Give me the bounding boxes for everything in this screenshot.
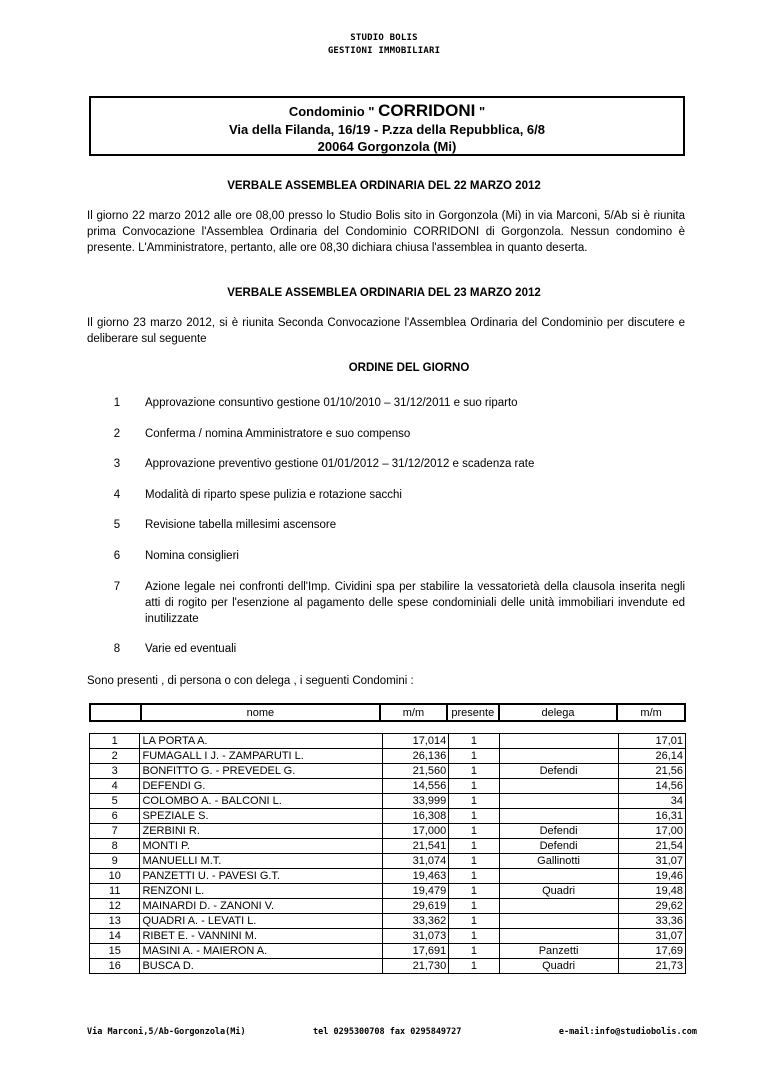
header-delegate: delega: [499, 704, 617, 721]
row-delegate: Panzetti: [499, 944, 618, 959]
row-name: BONFITTO G. - PREVEDEL G.: [140, 764, 382, 779]
row-index: 15: [90, 944, 140, 959]
agenda-item-number: 8: [113, 643, 121, 655]
row-mm: 26,136: [382, 749, 449, 764]
table-row: [90, 959, 686, 974]
table-row: [90, 929, 686, 944]
row-name: MANUELLI M.T.: [140, 854, 382, 869]
row-index: 9: [90, 854, 140, 869]
condominium-title: [91, 102, 683, 121]
agenda-item-number: 5: [113, 519, 121, 531]
table-row: [90, 764, 686, 779]
attendance-header-table: [89, 703, 686, 722]
row-present: 1: [449, 749, 499, 764]
condominium-prefix: Condominio ": [288, 104, 375, 119]
row-index: 5: [90, 794, 140, 809]
first-meeting-title: VERBALE ASSEMBLEA ORDINARIA DEL 22 MARZO 2012: [227, 180, 541, 192]
row-name: DEFENDI G.: [140, 779, 382, 794]
agenda-title-text: ORDINE DEL GIORNO: [348, 362, 470, 374]
table-row: [90, 884, 686, 899]
row-delegate: [499, 869, 618, 884]
row-mm-rounded: 31,07: [618, 854, 685, 869]
row-name: BUSCA D.: [140, 959, 382, 974]
row-present: 1: [449, 764, 499, 779]
condominium-city: 20064 Gorgonzola (Mi): [317, 139, 457, 154]
second-meeting-title: VERBALE ASSEMBLEA ORDINARIA DEL 23 MARZO 2012: [227, 287, 541, 299]
row-mm-rounded: 34: [618, 794, 685, 809]
row-delegate: [499, 809, 618, 824]
row-delegate: Quadri: [499, 959, 618, 974]
condominium-address: Via della Filanda, 16/19 - P.zza della Repubblica, 6/8: [229, 122, 545, 137]
header-name: nome: [141, 704, 381, 721]
row-mm-rounded: 17,00: [618, 824, 685, 839]
footer-email: e-mail:info@studiobolis.com: [558, 1027, 697, 1037]
row-mm-rounded: 21,56: [618, 764, 685, 779]
condominium-suffix: ": [478, 104, 486, 119]
row-index: 3: [90, 764, 140, 779]
row-index: 2: [90, 749, 140, 764]
second-meeting-text: Il giorno 23 marzo 2012, si è riunita Seconda Convocazione l'Assemblea Ordinaria del Condominio per discutere e deliberare sul seguente: [87, 317, 685, 345]
letterhead: [0, 32, 768, 58]
header-index: [90, 704, 141, 721]
row-mm: 19,463: [382, 869, 449, 884]
row-index: 4: [90, 779, 140, 794]
agenda-item-text: Nomina consiglieri: [145, 550, 239, 562]
row-delegate: Quadri: [499, 884, 618, 899]
row-mm: 33,999: [382, 794, 449, 809]
table-row: [90, 869, 686, 884]
attendance-intro: Sono presenti , di persona o con delega , i seguenti Condomini :: [87, 675, 414, 687]
first-meeting-text: Il giorno 22 marzo 2012 alle ore 08,00 presso lo Studio Bolis sito in Gorgonzola (Mi) in via Marconi, 5/Ab si è riunita prima Convocazione l'Assemblea Ordinaria del Condominio CORRIDONI di Gorgonzola. Nessun condomino è presente. L'Amministratore, pertanto, alle ore 08,30 dichiara chiusa l'assemblea in quanto deserta.: [87, 210, 685, 254]
attendance-table: [89, 733, 686, 974]
row-mm: 16,308: [382, 809, 449, 824]
row-name: MASINI A. - MAIERON A.: [140, 944, 382, 959]
row-index: 7: [90, 824, 140, 839]
table-row: [90, 734, 686, 749]
row-mm: 14,556: [382, 779, 449, 794]
header-mm-rounded: m/m: [617, 704, 685, 721]
row-present: 1: [449, 884, 499, 899]
row-name: QUADRI A. - LEVATI L.: [140, 914, 382, 929]
agenda-item-text: Varie ed eventuali: [145, 643, 237, 655]
row-delegate: [499, 749, 618, 764]
header-mm: m/m: [380, 704, 447, 721]
agenda-item-number: 3: [113, 458, 121, 470]
studio-name: STUDIO BOLIS: [350, 33, 418, 43]
row-delegate: [499, 914, 618, 929]
row-name: MONTI P.: [140, 839, 382, 854]
row-present: 1: [449, 824, 499, 839]
row-mm: 21,730: [382, 959, 449, 974]
row-mm: 31,073: [382, 929, 449, 944]
row-present: 1: [449, 959, 499, 974]
row-mm-rounded: 21,54: [618, 839, 685, 854]
table-row: [90, 839, 686, 854]
row-mm-rounded: 31,07: [618, 929, 685, 944]
row-present: 1: [449, 779, 499, 794]
row-index: 12: [90, 899, 140, 914]
row-name: RENZONI L.: [140, 884, 382, 899]
row-present: 1: [449, 794, 499, 809]
row-name: COLOMBO A. - BALCONI L.: [140, 794, 382, 809]
row-name: FUMAGALL I J. - ZAMPARUTI L.: [140, 749, 382, 764]
agenda-item-number: 6: [113, 550, 121, 562]
agenda-item-text: Revisione tabella millesimi ascensore: [145, 519, 337, 531]
agenda-item-number: 2: [113, 428, 121, 440]
row-name: MAINARDI D. - ZANONI V.: [140, 899, 382, 914]
table-row: [90, 809, 686, 824]
row-present: 1: [449, 839, 499, 854]
condominium-box: [89, 96, 685, 156]
row-delegate: Defendi: [499, 824, 618, 839]
agenda-item-number: 1: [113, 397, 121, 409]
row-mm: 29,619: [382, 899, 449, 914]
header-present: presente: [447, 704, 499, 721]
row-mm: 17,691: [382, 944, 449, 959]
footer-phone: tel 0295300708 fax 0295849727: [313, 1027, 462, 1037]
row-index: 13: [90, 914, 140, 929]
row-index: 11: [90, 884, 140, 899]
condominium-name: CORRIDONI: [378, 101, 476, 120]
row-name: LA PORTA A.: [140, 734, 382, 749]
row-mm-rounded: 26,14: [618, 749, 685, 764]
agenda-item-number: 7: [113, 581, 121, 593]
row-index: 16: [90, 959, 140, 974]
row-index: 8: [90, 839, 140, 854]
agenda-item-number: 4: [113, 489, 121, 501]
row-mm: 21,541: [382, 839, 449, 854]
row-present: 1: [449, 914, 499, 929]
row-mm-rounded: 21,73: [618, 959, 685, 974]
row-present: 1: [449, 809, 499, 824]
row-name: SPEZIALE S.: [140, 809, 382, 824]
table-row: [90, 779, 686, 794]
agenda-item-text: Approvazione consuntivo gestione 01/10/2010 – 31/12/2011 e suo riparto: [145, 397, 518, 409]
row-mm-rounded: 19,46: [618, 869, 685, 884]
row-mm-rounded: 33,36: [618, 914, 685, 929]
table-row: [90, 944, 686, 959]
row-present: 1: [449, 869, 499, 884]
studio-subtitle: GESTIONI IMMOBILIARI: [327, 46, 441, 56]
row-name: PANZETTI U. - PAVESI G.T.: [140, 869, 382, 884]
row-mm-rounded: 14,56: [618, 779, 685, 794]
row-delegate: [499, 929, 618, 944]
row-delegate: [499, 734, 618, 749]
row-name: ZERBINI R.: [140, 824, 382, 839]
table-row: [90, 899, 686, 914]
row-present: 1: [449, 899, 499, 914]
table-row: [90, 794, 686, 809]
agenda-item-text: Azione legale nei confronti dell'Imp. Cividini spa per stabilire la vessatorietà della clausola inserita negli atti di rogito per l'esenzione al pagamento delle spese condominiali delle unità immobiliari invendute ed inutilizzate: [145, 581, 685, 625]
attendance-header-row: [90, 704, 685, 721]
row-delegate: [499, 899, 618, 914]
row-index: 6: [90, 809, 140, 824]
row-index: 10: [90, 869, 140, 884]
row-present: 1: [449, 854, 499, 869]
row-mm-rounded: 29,62: [618, 899, 685, 914]
row-delegate: Defendi: [499, 764, 618, 779]
agenda-title: [0, 362, 768, 374]
row-mm: 31,074: [382, 854, 449, 869]
row-mm: 19,479: [382, 884, 449, 899]
row-present: 1: [449, 944, 499, 959]
row-name: RIBET E. - VANNINI M.: [140, 929, 382, 944]
row-mm: 33,362: [382, 914, 449, 929]
row-delegate: Defendi: [499, 839, 618, 854]
agenda-item-text: Approvazione preventivo gestione 01/01/2012 – 31/12/2012 e scadenza rate: [145, 458, 535, 470]
row-mm-rounded: 17,69: [618, 944, 685, 959]
row-delegate: [499, 794, 618, 809]
row-mm: 17,014: [382, 734, 449, 749]
table-row: [90, 854, 686, 869]
row-present: 1: [449, 734, 499, 749]
agenda-item-text: Conferma / nomina Amministratore e suo compenso: [145, 428, 411, 440]
row-mm-rounded: 17,01: [618, 734, 685, 749]
row-mm: 21,560: [382, 764, 449, 779]
footer-address: Via Marconi,5/Ab-Gorgonzola(Mi): [87, 1027, 246, 1037]
row-present: 1: [449, 929, 499, 944]
row-index: 1: [90, 734, 140, 749]
row-delegate: [499, 779, 618, 794]
row-mm-rounded: 19,48: [618, 884, 685, 899]
table-row: [90, 914, 686, 929]
row-mm-rounded: 16,31: [618, 809, 685, 824]
row-mm: 17,000: [382, 824, 449, 839]
agenda-item-text: Modalità di riparto spese pulizia e rotazione sacchi: [145, 489, 402, 501]
row-delegate: Gallinotti: [499, 854, 618, 869]
table-row: [90, 824, 686, 839]
table-row: [90, 749, 686, 764]
row-index: 14: [90, 929, 140, 944]
